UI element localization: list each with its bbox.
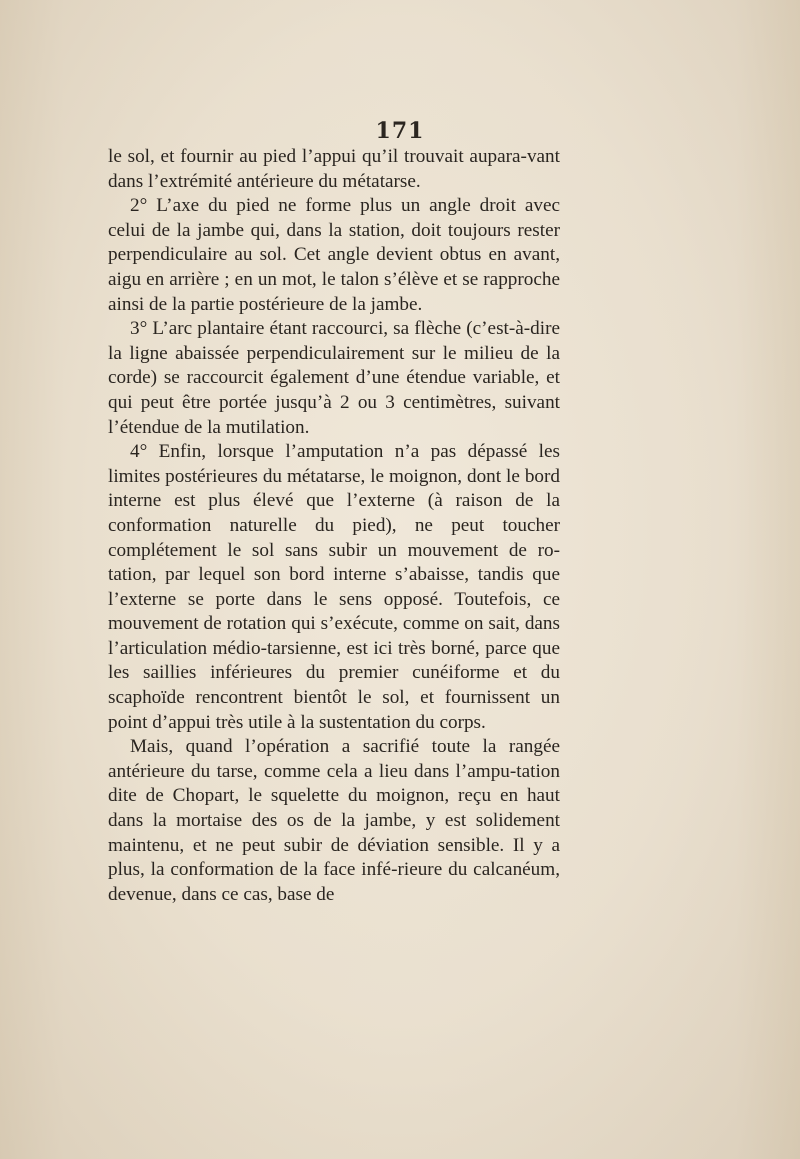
paragraph-point-4: 4° Enfin, lorsque l’amputation n’a pas dépassé les limites postérieures du métatarse, le moignon, dont le bord interne est plus élevé que l’externe (à raison de la conformation naturelle du pied), ne peut toucher complétement le sol sans subir un mouvement de ro-tation, par lequel son bord interne s’abaisse, tandis que l’externe se porte dans le sens opposé. Toutefois, ce mouvement de rotation qui s’exécute, comme on sait, dans l’articulation médio-tarsienne, est ici très borné, parce que les saillies inférieures du premier cunéiforme et du scaphoïde rencontrent bientôt le sol, et fournissent un point d’appui très utile à la sustentation du corps. [108,441,560,733]
body-text [108,145,560,907]
paragraph-point-2: 2° L’axe du pied ne forme plus un angle droit avec celui de la jambe qui, dans la station, doit toujours rester perpendiculaire au sol. Cet angle devient obtus en avant, aigu en arrière ; en un mot, le talon s’élève et se rapproche ainsi de la partie postérieure de la jambe. [108,195,560,315]
paragraph-chopart: Mais, quand l’opération a sacrifié toute la rangée antérieure du tarse, comme cela a lieu dans l’ampu-tation dite de Chopart, le squelette du moignon, reçu en haut dans la mortaise des os de la jambe, y est solidement maintenu, et ne peut subir de déviation sensible. Il y a plus, la conformation de la face infé-rieure du calcanéum, devenue, dans ce cas, base de [108,736,560,905]
paragraph-continuation: le sol, et fournir au pied l’appui qu’il trouvait aupara-vant dans l’extrémité antérieure du métatarse. [108,146,560,192]
paragraph-point-3: 3° L’arc plantaire étant raccourci, sa flèche (c’est-à-dire la ligne abaissée perpendiculairement sur le milieu de la corde) se raccourcit également d’une étendue variable, et qui peut être portée jusqu’à 2 ou 3 centimètres, suivant l’étendue de la mutilation. [108,318,560,438]
page-number: 171 [375,118,425,144]
